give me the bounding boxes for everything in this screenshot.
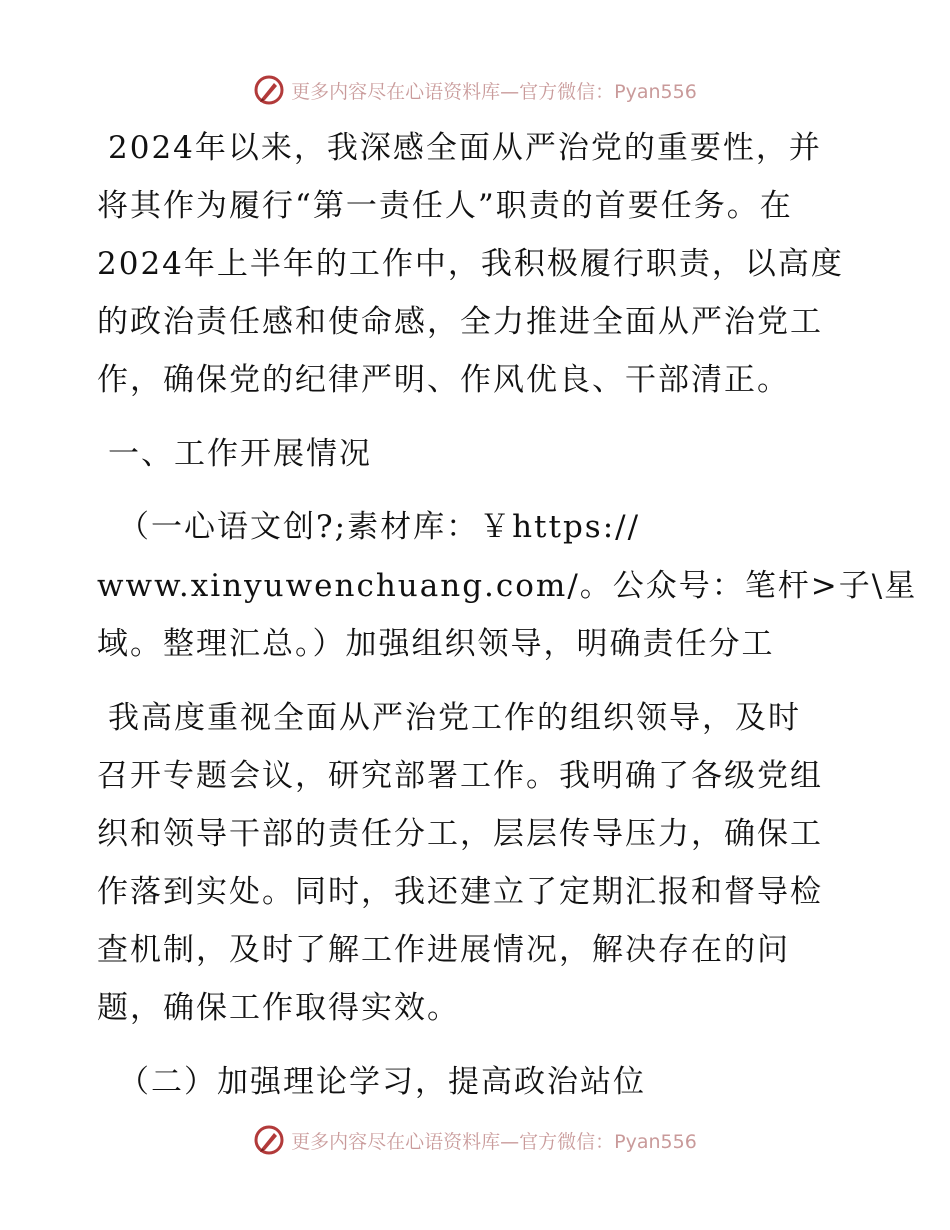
header-watermark xyxy=(0,70,950,110)
subheading-1-line-1: （一心语文创?;素材库：￥https:// xyxy=(118,509,641,545)
subheading-2: （二）加强理论学习，提高政治站位 xyxy=(118,1064,646,1100)
paragraph-2-line-6: 题，确保工作取得实效。 xyxy=(97,990,460,1026)
header-watermark-text: 更多内容尽在心语资料库—官方微信：Pyan556 xyxy=(291,80,697,103)
paragraph-1-line-3: 2024年上半年的工作中，我积极履行职责，以高度 xyxy=(97,246,844,282)
paragraph-1-line-1: 2024年以来，我深感全面从严治党的重要性，并 xyxy=(108,130,822,166)
paragraph-2-line-2: 召开专题会议，研究部署工作。我明确了各级党组 xyxy=(97,758,823,794)
footer-watermark xyxy=(0,1120,950,1160)
footer-watermark-text: 更多内容尽在心语资料库—官方微信：Pyan556 xyxy=(291,1130,697,1153)
paragraph-2-line-5: 查机制，及时了解工作进展情况，解决存在的问 xyxy=(97,932,790,968)
paragraph-2-line-3: 织和领导干部的责任分工，层层传导压力，确保工 xyxy=(97,816,823,852)
paragraph-1-line-5: 作，确保党的纪律严明、作风优良、干部清正。 xyxy=(97,362,790,398)
section-heading-1: 一、工作开展情况 xyxy=(108,436,372,472)
paragraph-2-line-4: 作落到实处。同时，我还建立了定期汇报和督导检 xyxy=(97,874,823,910)
red-pen-logo-icon xyxy=(253,1124,285,1156)
paragraph-1-line-4: 的政治责任感和使命感，全力推进全面从严治党工 xyxy=(97,304,823,340)
red-pen-logo-icon xyxy=(253,74,285,106)
subheading-1-line-2: www.xinyuwenchuang.com/。公众号：笔杆>子\星 xyxy=(97,568,918,604)
paragraph-1-line-2: 将其作为履行“第一责任人”职责的首要任务。在 xyxy=(97,188,793,224)
paragraph-2-line-1: 我高度重视全面从严治党工作的组织领导，及时 xyxy=(108,700,801,736)
subheading-1-line-3: 域。整理汇总。）加强组织领导，明确责任分工 xyxy=(97,626,775,662)
